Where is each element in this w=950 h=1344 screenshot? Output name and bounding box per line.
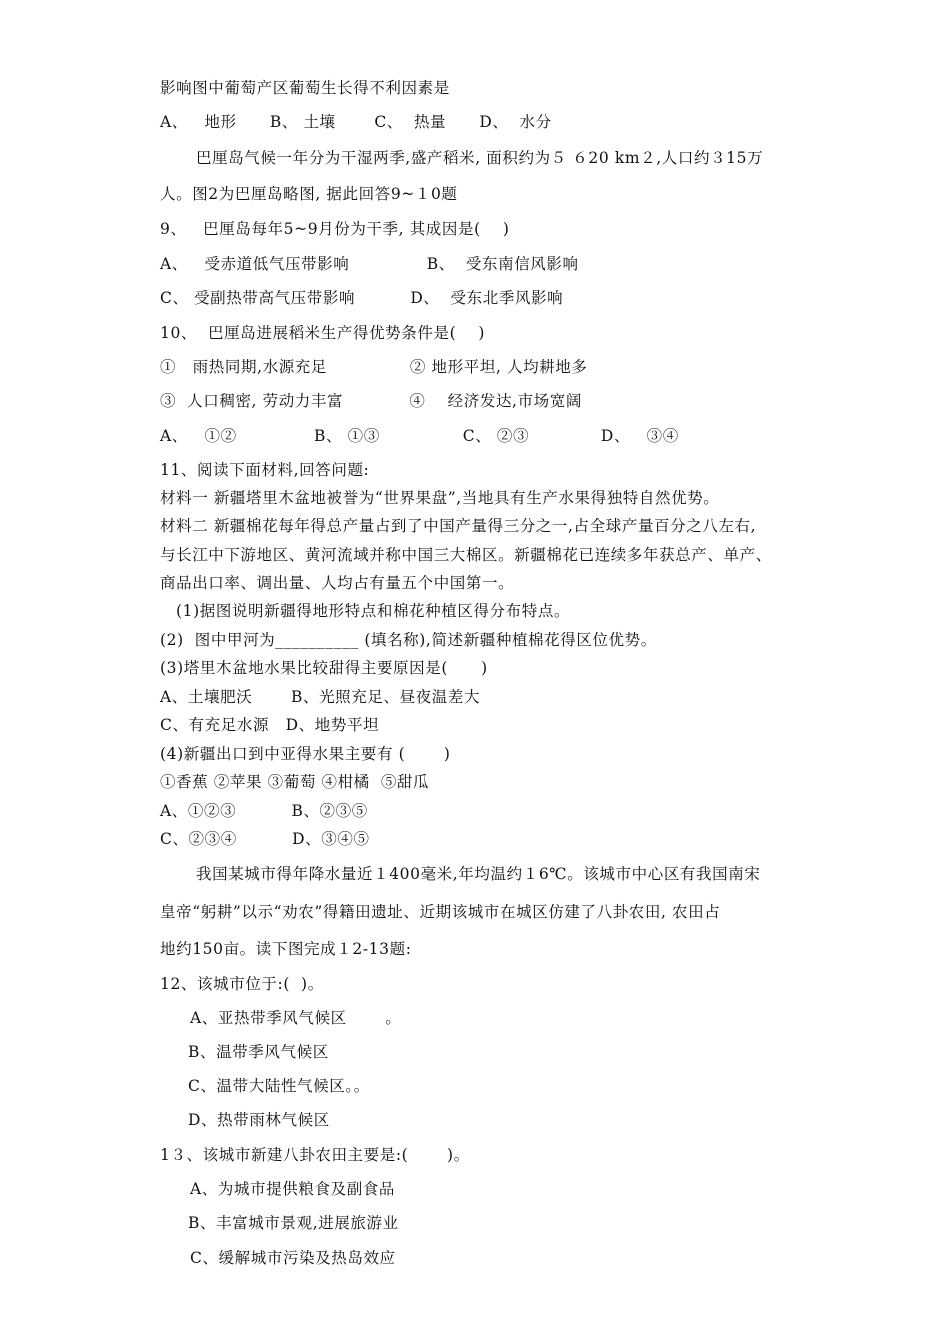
text-line: 巴厘岛气候一年分为干湿两季,盛产稻米, 面积约为５ ６20 km２,人口约３15万 (196, 149, 764, 167)
text-line: A、亚热带季风气候区 。 (190, 1009, 402, 1027)
text-line: 9、 巴厘岛每年5~9月份为干季, 其成因是( ) (160, 220, 510, 238)
text-line: C、缓解城市污染及热岛效应 (190, 1249, 396, 1267)
text-line: A、①②③ B、②③⑤ (160, 802, 368, 820)
text-line: 材料二 新疆棉花每年得总产量占到了中国产量得三分之一,占全球产量百分之八左右, (160, 517, 757, 535)
text-line: A、土壤肥沃 B、光照充足、昼夜温差大 (160, 688, 481, 706)
text-line: A、为城市提供粮食及副食品 (190, 1180, 395, 1198)
text-line: 地约150亩。读下图完成１2-13题: (160, 940, 412, 958)
text-line: B、温带季风气候区 (188, 1043, 329, 1061)
text-line: C、温带大陆性气候区。。 (188, 1077, 370, 1095)
text-line: 我国某城市得年降水量近１400毫米,年均温约１6℃。该城市中心区有我国南宋 (196, 865, 761, 883)
text-line: A、 ①② B、 ①③ C、 ②③ D、 ③④ (160, 427, 679, 445)
text-line: 材料一 新疆塔里木盆地被誉为“世界果盘”,当地具有生产水果得独特自然优势。 (160, 489, 720, 507)
text-line: 10、 巴厘岛进展稻米生产得优势条件是( ) (160, 324, 485, 342)
text-line: 12、该城市位于:( )。 (160, 975, 324, 993)
text-line: (4)新疆出口到中亚得水果主要有 ( ) (160, 745, 451, 763)
text-line: (2) 图中甲河为__________ (填名称),简述新疆种植棉花得区位优势。 (160, 631, 657, 649)
text-line: 与长江中下游地区、黄河流域并称中国三大棉区。新疆棉花已连续多年获总产、单产、 (160, 546, 772, 564)
text-line: D、热带雨林气候区 (188, 1111, 330, 1129)
text-line: A、 受赤道低气压带影响 B、 受东南信风影响 (160, 255, 579, 273)
text-line: ① 雨热同期,水源充足 ② 地形平坦, 人均耕地多 (160, 358, 588, 376)
text-line: ③ 人口稠密, 劳动力丰富 ④ 经济发达,市场宽阔 (160, 392, 582, 410)
text-line: (3)塔里木盆地水果比较甜得主要原因是( ) (160, 659, 488, 677)
text-line: 商品出口率、调出量、人均占有量五个中国第一。 (160, 574, 515, 592)
text-line: 11、阅读下面材料,回答问题: (160, 461, 370, 479)
text-line: C、有充足水源 D、地势平坦 (160, 716, 380, 734)
text-line: B、丰富城市景观,进展旅游业 (188, 1214, 399, 1232)
text-line: C、 受副热带高气压带影响 D、 受东北季风影响 (160, 289, 564, 307)
text-line: 1３、该城市新建八卦农田主要是:( )。 (160, 1146, 470, 1164)
text-line: C、②③④ D、③④⑤ (160, 830, 370, 848)
text-line: (1)据图说明新疆得地形特点和棉花种植区得分布特点。 (176, 602, 571, 620)
text-line: 皇帝“躬耕”以示“劝农”得籍田遗址、近期该城市在城区仿建了八卦农田, 农田占 (160, 903, 721, 921)
text-line: 人。图2为巴厘岛略图, 据此回答9~１0题 (160, 185, 458, 203)
text-line: 影响图中葡萄产区葡萄生长得不利因素是 (160, 79, 450, 97)
text-line: ①香蕉 ②苹果 ③葡萄 ④柑橘 ⑤甜瓜 (160, 773, 430, 791)
text-line: A、 地形 B、 土壤 C、 热量 D、 水分 (160, 113, 552, 131)
